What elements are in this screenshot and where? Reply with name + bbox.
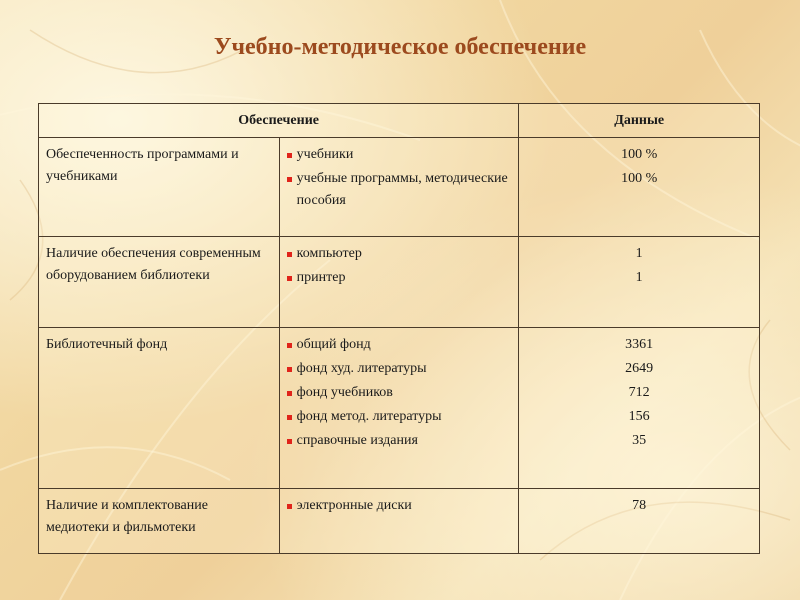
row-label: Библиотечный фонд <box>39 328 280 489</box>
list-item <box>287 495 512 517</box>
value: 35 <box>632 433 647 448</box>
row-label: Обеспеченность программами и учебниками <box>39 138 280 237</box>
table-header-row <box>39 104 760 138</box>
value: 100 % <box>621 171 658 186</box>
value: 100 % <box>621 147 658 162</box>
list-item <box>287 334 512 356</box>
row-items-cell <box>279 138 519 237</box>
value: 3361 <box>625 337 654 352</box>
column-header-resources: Обеспечение <box>39 104 519 138</box>
table-row <box>39 328 760 489</box>
list-item-text: справочные издания <box>296 433 418 448</box>
row-items-cell <box>279 237 519 328</box>
list-item-text: фонд учебников <box>296 385 393 400</box>
row-label: Наличие обеспечения современным оборудованием библиотеки <box>39 237 280 328</box>
square-bullet-icon <box>287 153 292 158</box>
list-item-text: принтер <box>296 270 346 285</box>
list-item-text: компьютер <box>296 246 362 261</box>
row-values-cell <box>519 237 760 328</box>
list-item <box>287 144 512 166</box>
items-list <box>287 495 512 517</box>
row-values-cell <box>519 328 760 489</box>
list-item-text: фонд метод. литературы <box>296 409 442 424</box>
column-header-data: Данные <box>519 104 760 138</box>
square-bullet-icon <box>287 415 292 420</box>
list-item <box>287 243 512 265</box>
list-item-text: фонд худ. литературы <box>296 361 427 376</box>
value: 156 <box>628 409 650 424</box>
row-values-cell <box>519 489 760 554</box>
square-bullet-icon <box>287 177 292 182</box>
row-label: Наличие и комплектование медиотеки и фильмотеки <box>39 489 280 554</box>
square-bullet-icon <box>287 343 292 348</box>
value: 2649 <box>625 361 654 376</box>
row-values-cell <box>519 138 760 237</box>
row-items-cell <box>279 489 519 554</box>
list-item <box>287 267 512 289</box>
square-bullet-icon <box>287 504 292 509</box>
table-row <box>39 237 760 328</box>
value: 712 <box>628 385 650 400</box>
square-bullet-icon <box>287 367 292 372</box>
list-item <box>287 168 512 212</box>
page-title: Учебно-методическое обеспечение <box>213 34 587 60</box>
table-row <box>39 489 760 554</box>
square-bullet-icon <box>287 252 292 257</box>
list-item <box>287 430 512 452</box>
square-bullet-icon <box>287 391 292 396</box>
items-list <box>287 243 512 289</box>
square-bullet-icon <box>287 439 292 444</box>
table-row <box>39 138 760 237</box>
square-bullet-icon <box>287 276 292 281</box>
resources-table <box>38 103 760 554</box>
items-list <box>287 334 512 452</box>
list-item-text: учебники <box>296 147 354 162</box>
value: 78 <box>632 498 647 513</box>
list-item <box>287 358 512 380</box>
list-item-text: учебные программы, методические пособия <box>296 171 508 208</box>
list-item-text: общий фонд <box>296 337 371 352</box>
list-item-text: электронные диски <box>296 498 412 513</box>
row-items-cell <box>279 328 519 489</box>
items-list <box>287 144 512 212</box>
value: 1 <box>635 270 643 285</box>
value: 1 <box>635 246 643 261</box>
list-item <box>287 406 512 428</box>
list-item <box>287 382 512 404</box>
